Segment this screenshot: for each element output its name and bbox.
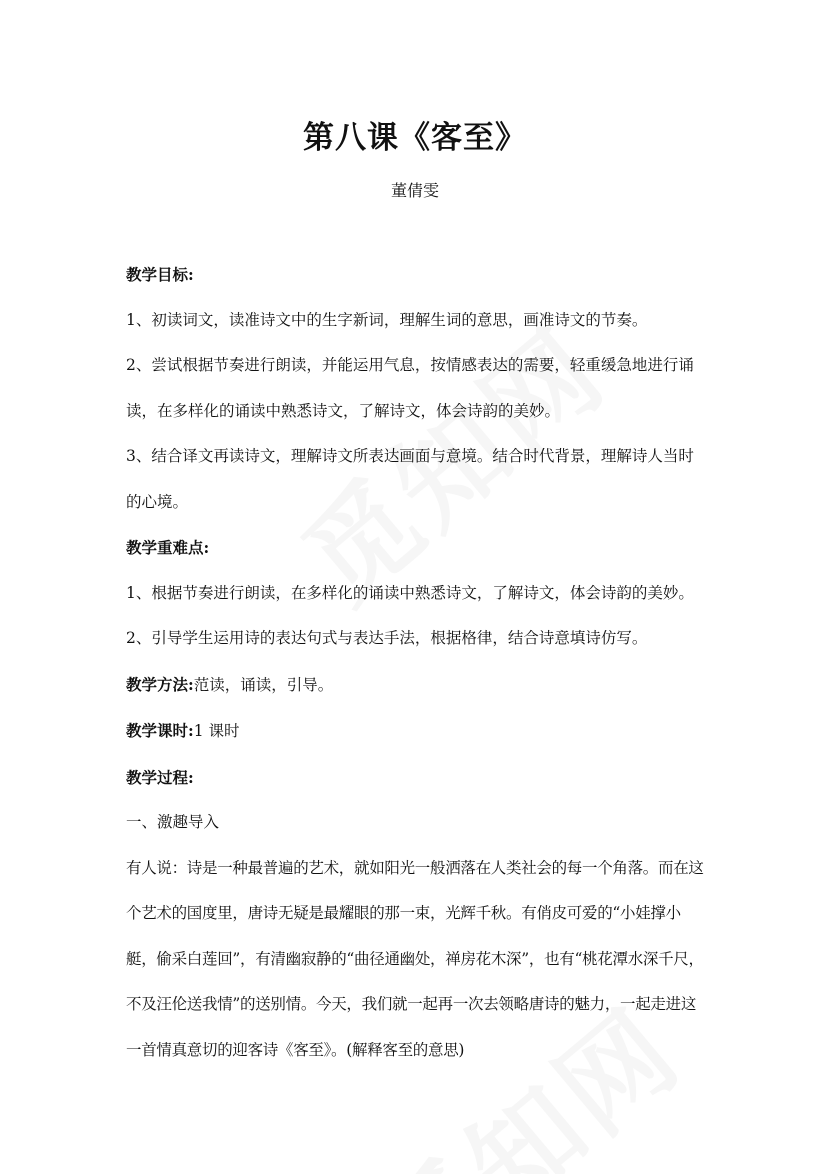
document-body [126,252,708,1073]
method-label: 教学方法: [126,674,194,694]
hours-label: 教学课时: [126,721,194,740]
hours-line [126,708,708,755]
author-name: 董倩雯 [390,181,439,200]
hours-value: 1 课时 [193,722,240,740]
process-heading: 教学过程: [126,767,194,787]
goals-heading: 教学目标: [126,265,194,284]
goal-item: 1、初读词文，读准诗文中的生字新词，理解生词的意思，画准诗文的节奏。 [126,310,648,329]
key-points-heading: 教学重难点: [126,538,210,557]
method-value: 范读，诵读，引导。 [193,675,334,694]
step-paragraph: 有人说：诗是一种最普遍的艺术，就如阳光一般洒落在人类社会的每一个角落。而在这个艺术的国度里，唐诗无疑是最耀眼的那一束，光辉千秋。有俏皮可爱的“小娃撑小艇，偷采白莲回”，有清幽寂静的“曲径通幽处，禅房花木深”，也有“桃花潭水深千尺，不及汪伦送我情”的送别情。今天，我们就一起再一次去领略唐诗的魅力，一起走进这一首情真意切的迎客诗《客至》。(解释客至的意思) [126,858,704,1059]
page-title: 第八课《客至》 [303,120,527,156]
key-point-item: 2、引导学生运用诗的表达句式与表达手法，根据格律，结合诗意填诗仿写。 [126,629,648,647]
goal-item: 3、结合译文再读诗文，理解诗文所表达画面与意境。结合时代背景，理解诗人当时的心境。 [126,447,694,511]
step-title: 一、激趣导入 [126,813,220,831]
goal-item: 2、尝试根据节奏进行朗读，并能运用气息，按情感表达的需要，轻重缓急地进行诵读，在多样化的诵读中熟悉诗文，了解诗文，体会诗韵的美妙。 [126,356,694,420]
method-line [126,662,708,709]
key-point-item: 1、根据节奏进行朗读，在多样化的诵读中熟悉诗文，了解诗文，体会诗韵的美妙。 [126,583,694,602]
